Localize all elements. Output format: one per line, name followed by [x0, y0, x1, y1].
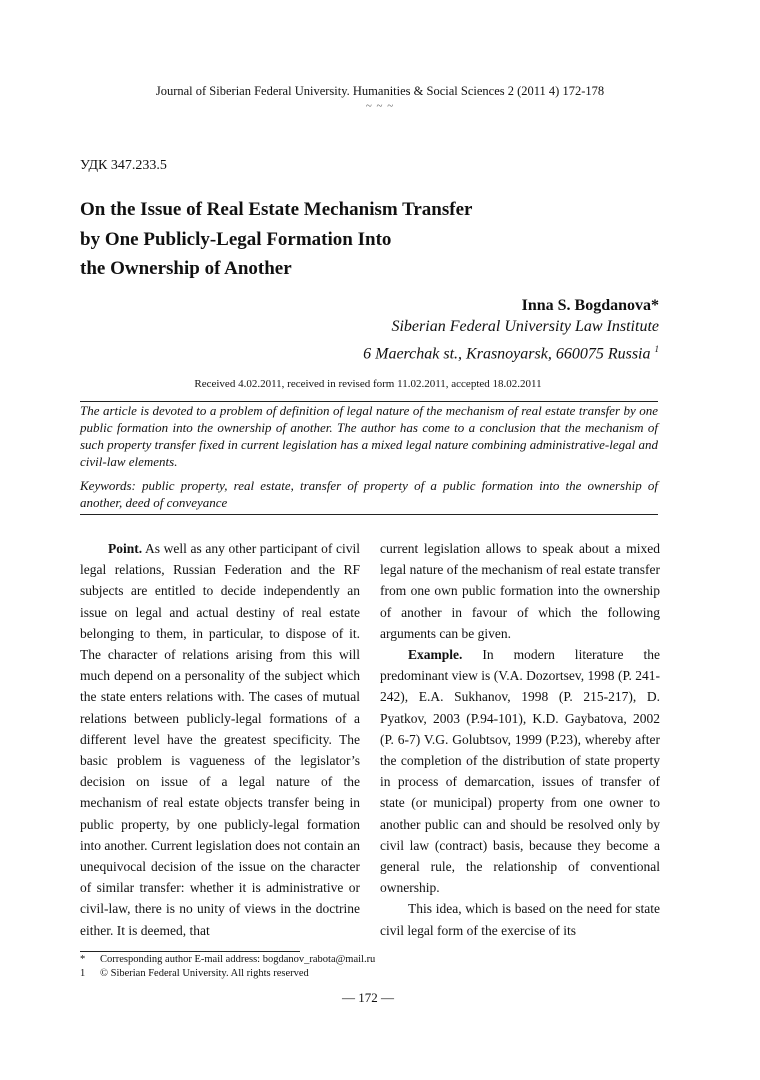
footnote-text: Corresponding author E-mail address: bogdanov_rabota@mail.ru	[100, 954, 376, 965]
abstract: The article is devoted to a problem of definition of legal nature of the mechanism of real estate transfer by one public formation into the ownership of another. The author has come to a conclusion that the mechanism of such property transfer fixed in current legislation has a mixed legal nature combining administrative-legal and civil-law elements.	[80, 403, 658, 469]
paragraph-example	[380, 644, 660, 898]
address-footnote-mark: 1	[654, 344, 659, 354]
header-ornament: ~ ~ ~	[365, 100, 395, 112]
paragraph-point	[80, 538, 360, 941]
point-text: As well as any other participant of civil legal relations, Russian Federation and the RF subjects are entitled to decide independently an issue on legal and actual destiny of real estate belonging to them, in particular, to dispose of it. The character of relations arising from this will much depend on a personality of the subject which the state enters relations with. The cases of mutual relations between publicly-legal formations of a different level have the greatest specificity. The basic problem is vagueness of the legislator’s decision on issue of a legal nature of the mechanism of real estate objects transfer being in public property, by one publicly-legal formation into another. Current legislation does not contain an unequivocal decision of the issue on the character of similar transfer: whether it is administrative or civil-law, there is no unity of views in the doctrine either. It is deemed, that	[80, 541, 360, 938]
paragraph-continued: current legislation allows to speak about a mixed legal nature of the mechanism of real estate transfer from one own public formation into the ownership of another in favour of which the following arguments can be given.	[380, 541, 660, 641]
body-left-column	[80, 538, 360, 941]
footnote-text: © Siberian Federal University. All rights reserved	[100, 968, 309, 979]
address-text: 6 Maerchak st., Krasnoyarsk, 660075 Russia	[363, 345, 651, 363]
udk-code: УДК 347.233.5	[80, 158, 167, 173]
author-institute: Siberian Federal University Law Institute	[391, 318, 659, 335]
title-line-1: On the Issue of Real Estate Mechanism Transfer	[80, 199, 473, 220]
footnote-rule	[80, 951, 300, 952]
footnote-2	[80, 968, 309, 979]
lead-point: Point.	[108, 541, 143, 556]
example-text: In modern literature the predominant view is (V.A. Dozortsev, 1998 (P. 241-242), E.A. Sukhanov, 1998 (P. 215-217), D. Pyatkov, 2003 (P.94-101), K.D. Gaybatova, 2002 (P. 6-7) V.G. Golubtsov, 1999 (P.23), whereby after the completion of the distribution of state property in process of demarcation, issues of transfer of state (or municipal) property from one owner to another public can and should be resolved only by civil law (contract) basis, because they become a general rule, the relationship of conventional ownership.	[380, 647, 661, 896]
footnote-mark: 1	[80, 968, 86, 979]
page-number: — 172 —	[342, 990, 394, 1005]
author-name: Inna S. Bogdanova*	[521, 297, 659, 314]
author-affiliation	[363, 316, 659, 365]
body-right-column	[380, 538, 660, 941]
lead-example: Example.	[408, 647, 463, 663]
author-address	[363, 338, 659, 365]
paragraph-idea: This idea, which is based on the need for state civil legal form of the exercise of its	[380, 901, 660, 938]
footnote-1	[80, 954, 375, 965]
footnote-mark: *	[80, 954, 86, 965]
article-title	[80, 195, 472, 284]
title-line-3: the Ownership of Another	[80, 258, 292, 279]
title-line-2: by One Publicly-Legal Formation Into	[80, 228, 392, 250]
journal-header: Journal of Siberian Federal University. Humanities & Social Sciences 2 (2011 4) 172-178	[155, 84, 605, 98]
abstract-bottom-rule	[80, 514, 658, 515]
received-dates: Received 4.02.2011, received in revised form 11.02.2011, accepted 18.02.2011	[194, 378, 542, 390]
keywords: Keywords: public property, real estate, transfer of property of a public formation into the ownership of another, deed of conveyance	[80, 478, 658, 510]
